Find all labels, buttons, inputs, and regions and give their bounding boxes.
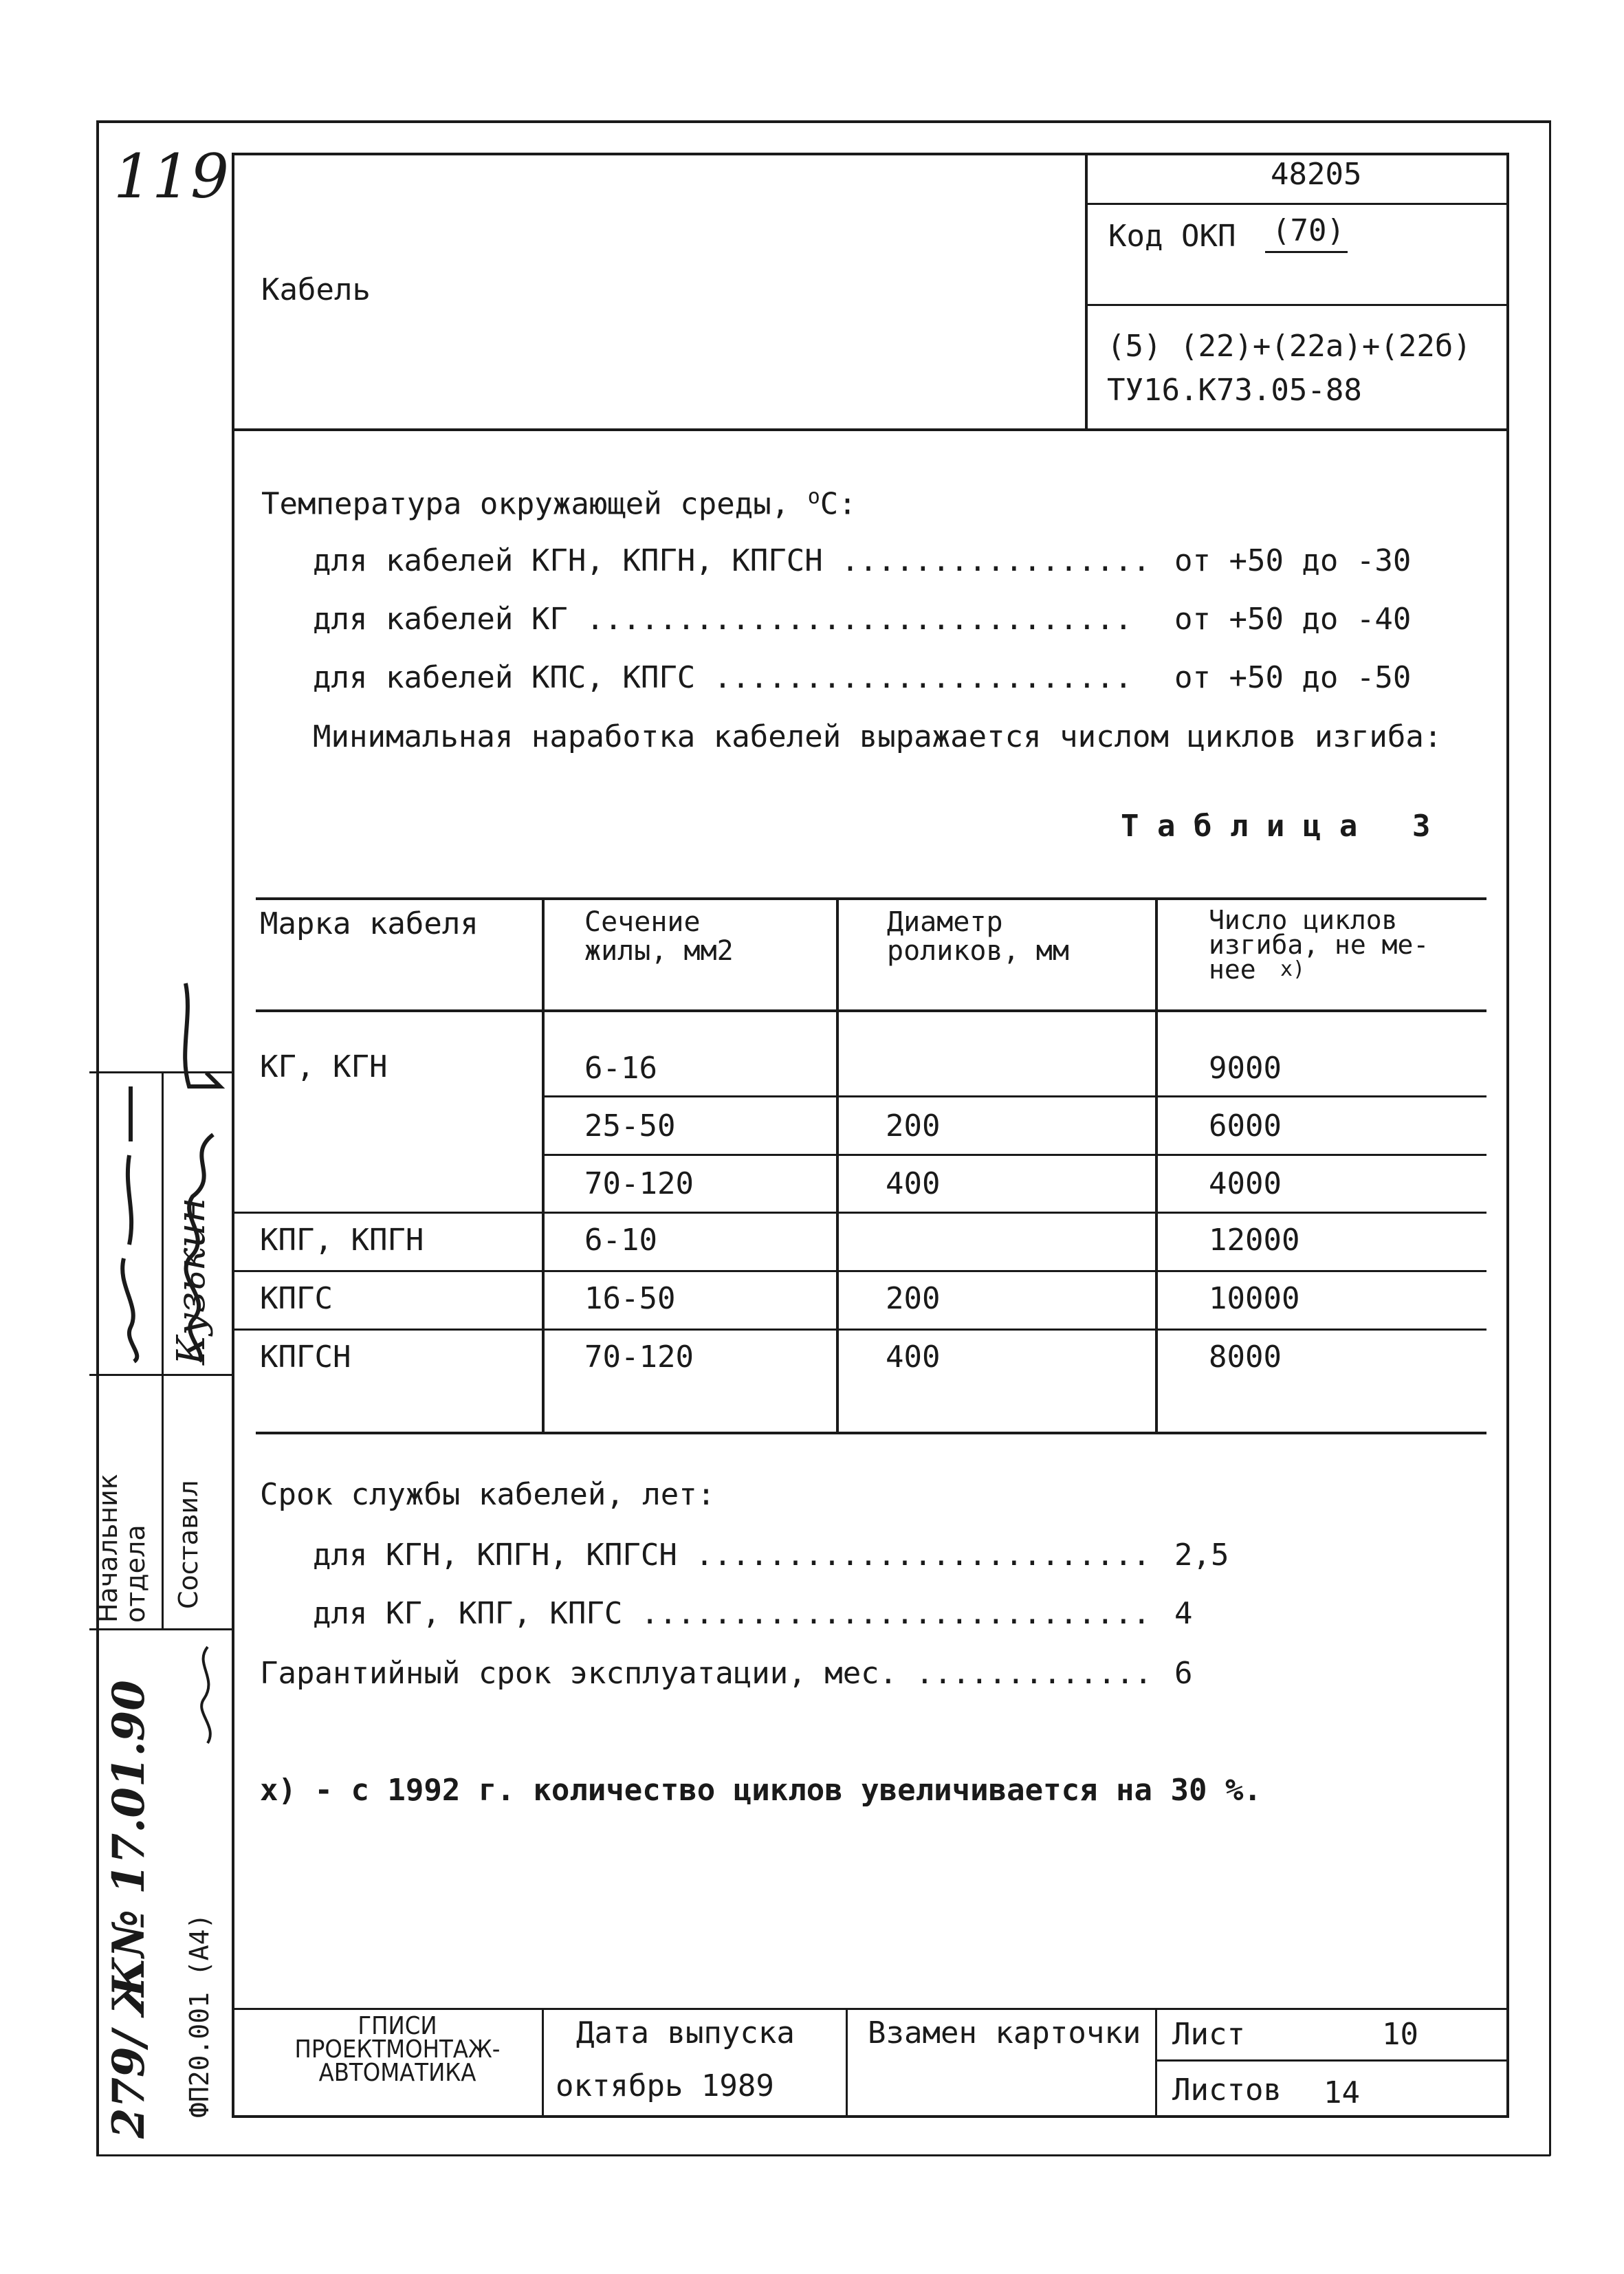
table-top-line xyxy=(256,897,1486,900)
cell-kg-3-section: 70-120 xyxy=(584,1166,694,1201)
header-bottom-line xyxy=(232,428,1509,431)
cell-kg-3-cycles: 4000 xyxy=(1209,1166,1282,1201)
table-col-3 xyxy=(1155,897,1158,1434)
cell-kg-1-section: 6-16 xyxy=(584,1051,657,1086)
footer-col-1 xyxy=(542,2008,544,2117)
table-col-1 xyxy=(542,897,545,1434)
table-bottom-line xyxy=(256,1432,1486,1434)
footer-org: ГПИСИ ПРОЕКТМОНТАЖ- АВТОМАТИКА xyxy=(294,2012,501,2088)
row-line-kpgs xyxy=(232,1270,1486,1272)
code-number: 48205 xyxy=(1271,157,1362,192)
stamp-code: ФП20.001 (А4) xyxy=(184,1913,215,2118)
signature-chief xyxy=(103,1080,158,1368)
cell-kg-2-cycles: 6000 xyxy=(1209,1108,1282,1144)
footer-issue-value: октябрь 1989 xyxy=(556,2068,774,2103)
service-row-2-value: 4 xyxy=(1174,1596,1193,1631)
service-row-2-label: для КГ, КПГ, КПГС ............................ xyxy=(313,1596,1151,1631)
cell-kpgsn-diameter: 400 xyxy=(886,1340,941,1375)
signature-author-text: Кузькин xyxy=(169,1197,214,1365)
footer-col-3 xyxy=(1155,2008,1157,2117)
row-line-kg-1 xyxy=(542,1095,1486,1097)
card-frame-right xyxy=(1506,153,1509,2118)
outer-frame-bottom xyxy=(96,2154,1550,2156)
warranty-label: Гарантийный срок эксплуатации, мес. ............. xyxy=(260,1656,1153,1691)
cell-kg-3-diameter: 400 xyxy=(886,1166,941,1201)
mark-kpgs: КПГС xyxy=(260,1281,333,1316)
cell-kg-2-diameter: 200 xyxy=(886,1108,941,1144)
okp-value: (70) xyxy=(1272,213,1345,248)
header-okp-line xyxy=(1085,304,1509,306)
cell-kpgs-section: 16-50 xyxy=(584,1281,676,1316)
outer-frame-right xyxy=(1549,120,1551,2156)
row-line-kpg xyxy=(232,1212,1486,1214)
footer-replace-label: Взамен карточки xyxy=(868,2015,1141,2051)
footer-top-line xyxy=(232,2008,1509,2010)
th-cycles-footnote: х) xyxy=(1280,957,1306,981)
th-section: Сечение жилы, мм2 xyxy=(584,906,734,967)
cell-kpg-section: 6-10 xyxy=(584,1223,657,1258)
footer-sheet-label: Лист xyxy=(1172,2017,1245,2052)
warranty-value: 6 xyxy=(1174,1656,1193,1691)
footer-sheet-value: 10 xyxy=(1382,2017,1418,2052)
footer-col-2 xyxy=(846,2008,848,2117)
approval-divider xyxy=(162,1071,164,1630)
temp-row-2-label: для кабелей КГ .............................. xyxy=(313,602,1133,637)
footer-sheets-value: 14 xyxy=(1324,2075,1360,2110)
cell-kg-2-section: 25-50 xyxy=(584,1108,676,1144)
card-title: Кабель xyxy=(261,272,371,307)
service-heading: Срок службы кабелей, лет: xyxy=(260,1477,716,1512)
spec-line-1: (5) (22)+(22а)+(22б) xyxy=(1107,329,1471,364)
header-divider xyxy=(1085,153,1088,430)
th-cycles: Число циклов изгиба, не ме- нее xyxy=(1209,905,1429,985)
mark-kpg: КПГ, КПГН xyxy=(260,1223,424,1258)
row-line-kg-2 xyxy=(542,1154,1486,1156)
temp-row-3-label: для кабелей КПС, КПГС ....................... xyxy=(313,660,1133,695)
card-frame-bottom xyxy=(232,2115,1509,2118)
temperature-heading: Температура окружающей среды, $^о$С: xyxy=(261,485,857,522)
label-author: Составил xyxy=(173,1480,204,1609)
mark-kpgsn: КПГСН xyxy=(260,1340,351,1375)
footer-sheet-line xyxy=(1155,2059,1509,2062)
th-mark: Марка кабеля xyxy=(260,906,479,941)
cell-kg-1-cycles: 9000 xyxy=(1209,1051,1282,1086)
temp-row-1-label: для кабелей КГН, КПГН, КПГСН ................. xyxy=(313,543,1151,578)
service-row-1-label: для КГН, КПГН, КПГСН ......................... xyxy=(313,1538,1151,1573)
row-line-kpgsn xyxy=(232,1329,1486,1331)
cell-kpgs-diameter: 200 xyxy=(886,1281,941,1316)
footer-sheets-label: Листов xyxy=(1172,2073,1282,2108)
label-chief: Начальник отдела xyxy=(93,1474,151,1623)
th-diameter: Диаметр роликов, мм xyxy=(887,906,1069,967)
table-col-2 xyxy=(836,897,839,1434)
header-code-line xyxy=(1085,203,1509,205)
footer-issue-label: Дата выпуска xyxy=(576,2015,795,2051)
table-caption: Т а б л и ц а 3 xyxy=(1121,809,1431,844)
handwritten-page-number: 119 xyxy=(113,141,229,212)
okp-label: Код ОКП xyxy=(1108,219,1236,254)
outer-frame-top xyxy=(96,120,1550,123)
outer-frame-left xyxy=(96,120,99,2156)
table-header-line xyxy=(256,1009,1486,1012)
mark-kg: КГ, КГН xyxy=(260,1049,388,1084)
service-row-1-value: 2,5 xyxy=(1174,1538,1229,1573)
temp-row-2-value: от +50 до -40 xyxy=(1174,602,1412,637)
cell-kpgsn-cycles: 8000 xyxy=(1209,1340,1282,1375)
okp-underline xyxy=(1265,251,1348,253)
bending-line: Минимальная наработка кабелей выражается числом циклов изгиба: xyxy=(313,719,1442,754)
cell-kpgs-cycles: 10000 xyxy=(1209,1281,1300,1316)
footnote: х) - с 1992 г. количество циклов увеличивается на 30 %. xyxy=(260,1773,1262,1808)
spec-line-2: ТУ16.К73.05-88 xyxy=(1107,373,1362,408)
temp-row-3-value: от +50 до -50 xyxy=(1174,660,1412,695)
handwritten-date: 279/ Ж№ 17.01.90 xyxy=(103,1680,155,2139)
card-frame-top xyxy=(232,153,1509,155)
cell-kpg-cycles: 12000 xyxy=(1209,1223,1300,1258)
temp-row-1-value: от +50 до -30 xyxy=(1174,543,1412,578)
cell-kpgsn-section: 70-120 xyxy=(584,1340,694,1375)
signature-small xyxy=(187,1643,228,1747)
